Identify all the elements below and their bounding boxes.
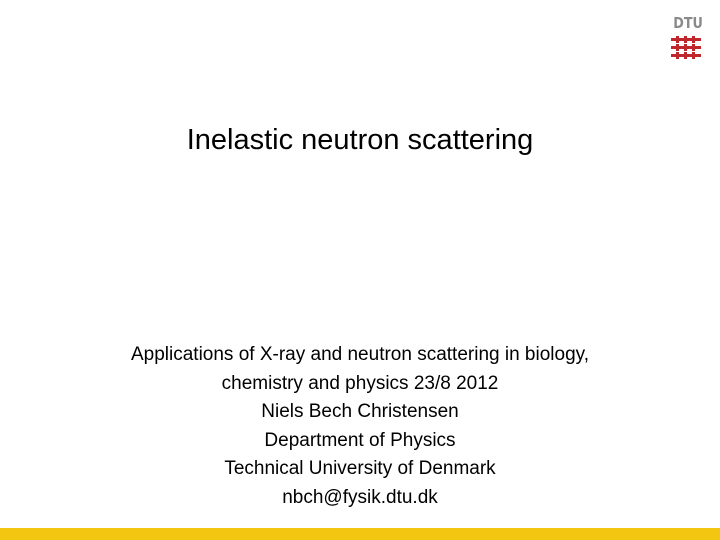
email-address: nbch@fysik.dtu.dk bbox=[282, 486, 438, 508]
subtitle-line: Applications of X-ray and neutron scattering in biology, bbox=[130, 344, 590, 365]
department: Department of Physics bbox=[264, 429, 456, 451]
dtu-logo bbox=[671, 14, 701, 64]
subtitle-line: chemistry and physics 23/8 2012 bbox=[221, 372, 499, 394]
slide-subtitle bbox=[80, 341, 640, 512]
logo-text: DTU bbox=[673, 14, 703, 32]
slide-title: Inelastic neutron scattering bbox=[186, 124, 534, 156]
university: Technical University of Denmark bbox=[224, 458, 496, 479]
dtu-logo-icon bbox=[671, 36, 701, 62]
author-name: Niels Bech Christensen bbox=[261, 401, 459, 422]
accent-bar bbox=[0, 528, 720, 540]
